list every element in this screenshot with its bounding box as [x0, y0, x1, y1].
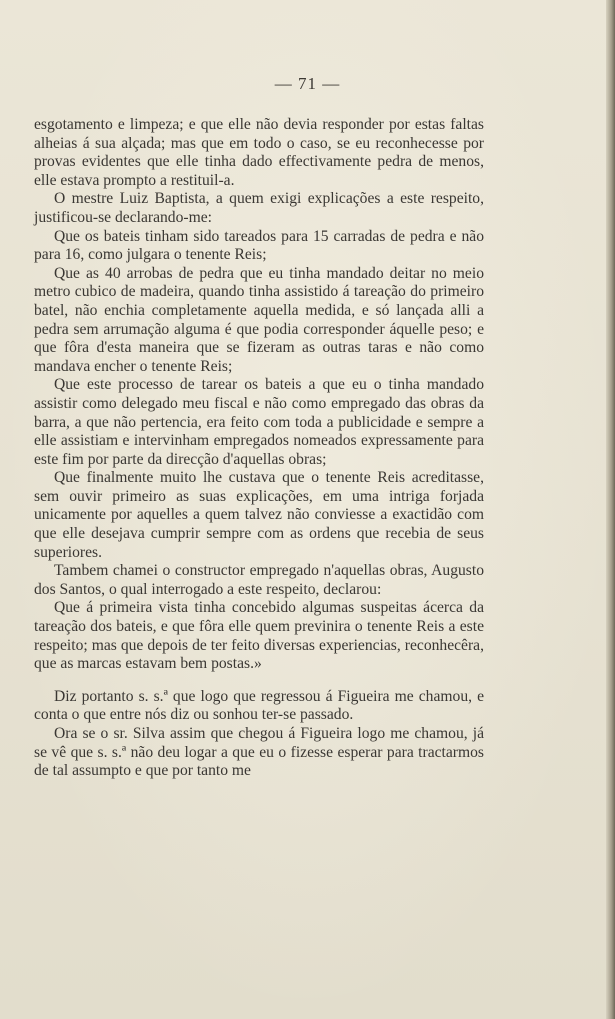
paragraph-quote-end: Que á primeira vista tinha concebido algumas suspeitas ácerca da tareação dos bateis, e que fôra elle quem previnira o tenente Reis a este respeito; mas que depois de ter feito diversas experiencias, reconhecêra, que as marcas estavam bem postas.» [34, 599, 484, 673]
paragraph-continued: esgotamento e limpeza; e que elle não devia responder por estas faltas alheias á sua alçada; mas que em todo o caso, se eu reconhecesse por provas evidentes que elle tinha dado effectivamente pedra de menos, elle estava prompto a restituil-a. [34, 116, 484, 189]
paragraph: Diz portanto s. s.ª que logo que regressou á Figueira me chamou, e conta o que entre nós diz ou sonhou ter-se passado. [34, 687, 484, 724]
paragraph: Ora se o sr. Silva assim que chegou á Figueira logo me chamou, já se vê que s. s.ª não deu logar a que eu o fizesse esperar para tractarmos de tal assumpto e que por tanto me [34, 725, 484, 780]
paragraph: O mestre Luiz Baptista, a quem exigi explicações a este respeito, justificou-se declarando-me: [34, 190, 484, 226]
paragraph: Tambem chamei o constructor empregado n'aquellas obras, Augusto dos Santos, o qual interrogado a este respeito, declarou: [34, 562, 484, 598]
paragraph: Que os bateis tinham sido tareados para 15 carradas de pedra e não para 16, como julgara o tenente Reis; [34, 227, 484, 264]
page-edge-shadow [606, 0, 615, 1019]
paragraph: Que as 40 arrobas de pedra que eu tinha mandado deitar no meio metro cubico de madeira, quando tinha assistido á tareação do primeiro batel, não enchia completamente aquella medida, e só lançada alli a pedra sem arrumação alguma é que podia corresponder áquelle peso; e que fôra d'esta maneira que se fizeram as outras taras e não como mandava encher o tenente Reis; [34, 264, 484, 375]
page-number: — 71 — [274, 74, 341, 93]
paragraph-gap [34, 674, 484, 688]
paragraph: Que este processo de tarear os bateis a que eu o tinha mandado assistir como delegado meu fiscal e não como empregado das obras da barra, a que não pertencia, era feito com toda a publicidade e sempre a elle assistiam e intervinham empregados nomeados expressamente para este fim por parte da direcção d'aquellas obras; [34, 376, 484, 468]
body-text [34, 116, 484, 781]
paragraph: Que finalmente muito lhe custava que o tenente Reis acreditasse, sem ouvir primeiro as suas explicações, em uma intriga forjada unicamente por aquelles a quem talvez não conviesse a exactidão com que elle desejava cumprir sempre com as ordens que recebia de seus superiores. [34, 469, 484, 561]
